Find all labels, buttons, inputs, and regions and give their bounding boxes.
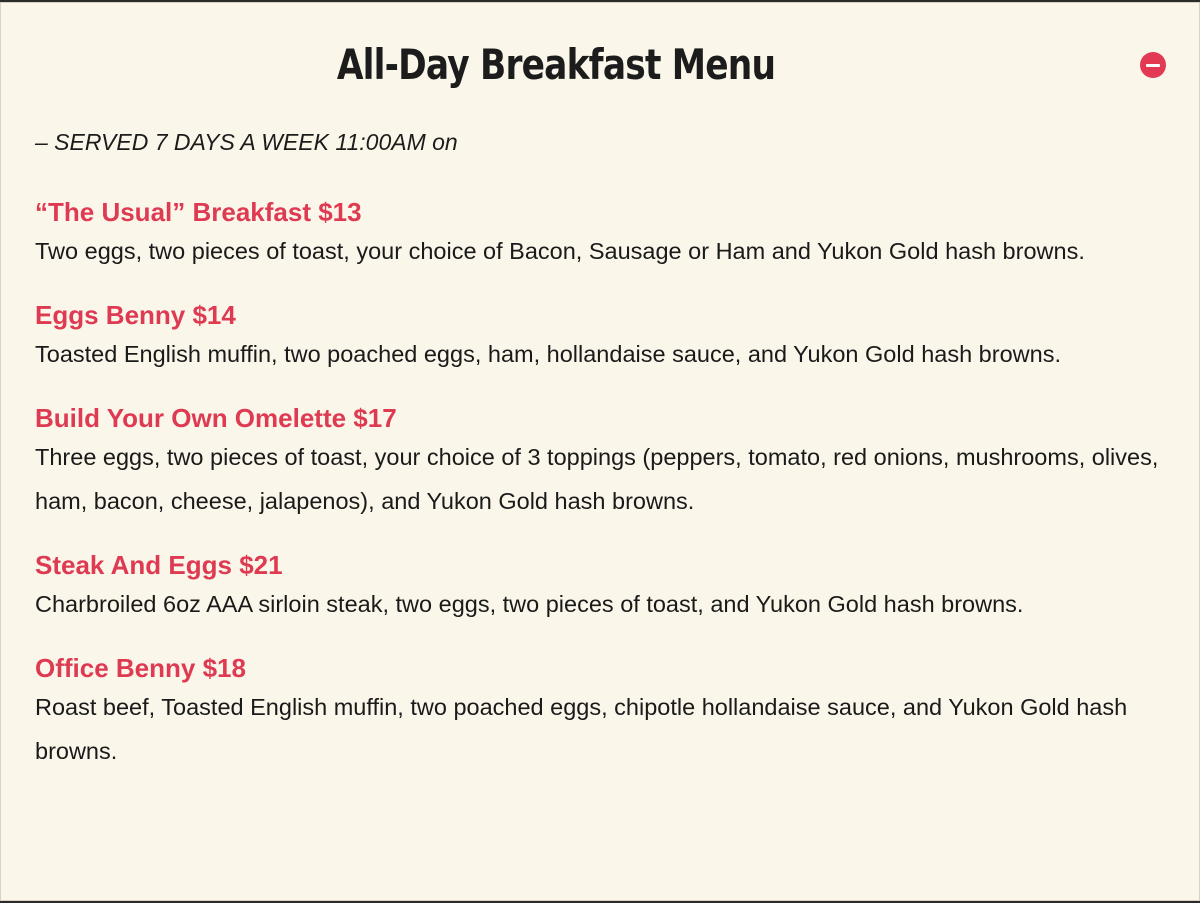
menu-item-title: “The Usual” Breakfast $13 — [35, 197, 362, 227]
menu-items-list — [35, 195, 1175, 798]
menu-item-title: Steak And Eggs $21 — [35, 550, 283, 580]
minus-circle-icon — [1146, 64, 1160, 67]
menu-item-title: Build Your Own Omelette $17 — [35, 403, 397, 433]
menu-panel — [0, 2, 1200, 901]
menu-item-description: Roast beef, Toasted English muffin, two poached eggs, chipotle hollandaise sauce, and Yukon Gold hash browns. — [35, 694, 1128, 764]
menu-item — [35, 298, 1175, 376]
menu-title: All-Day Breakfast Menu — [336, 40, 776, 89]
menu-item-description: Charbroiled 6oz AAA sirloin steak, two eggs, two pieces of toast, and Yukon Gold hash browns. — [35, 591, 1024, 617]
close-button[interactable] — [1140, 52, 1166, 78]
menu-item-title: Eggs Benny $14 — [35, 300, 236, 330]
menu-item — [35, 651, 1175, 773]
menu-item-description: Toasted English muffin, two poached eggs, ham, hollandaise sauce, and Yukon Gold hash browns. — [35, 341, 1061, 367]
menu-item-description: Two eggs, two pieces of toast, your choice of Bacon, Sausage or Ham and Yukon Gold hash browns. — [35, 238, 1085, 264]
menu-item — [35, 401, 1175, 523]
menu-item — [35, 195, 1175, 273]
menu-subtitle: – SERVED 7 DAYS A WEEK 11:00AM on — [35, 129, 458, 155]
menu-item-title: Office Benny $18 — [35, 653, 246, 683]
menu-item — [35, 548, 1175, 626]
menu-item-description: Three eggs, two pieces of toast, your choice of 3 toppings (peppers, tomato, red onions, mushrooms, olives, ham, bacon, cheese, jalapenos), and Yukon Gold hash browns. — [35, 444, 1159, 514]
